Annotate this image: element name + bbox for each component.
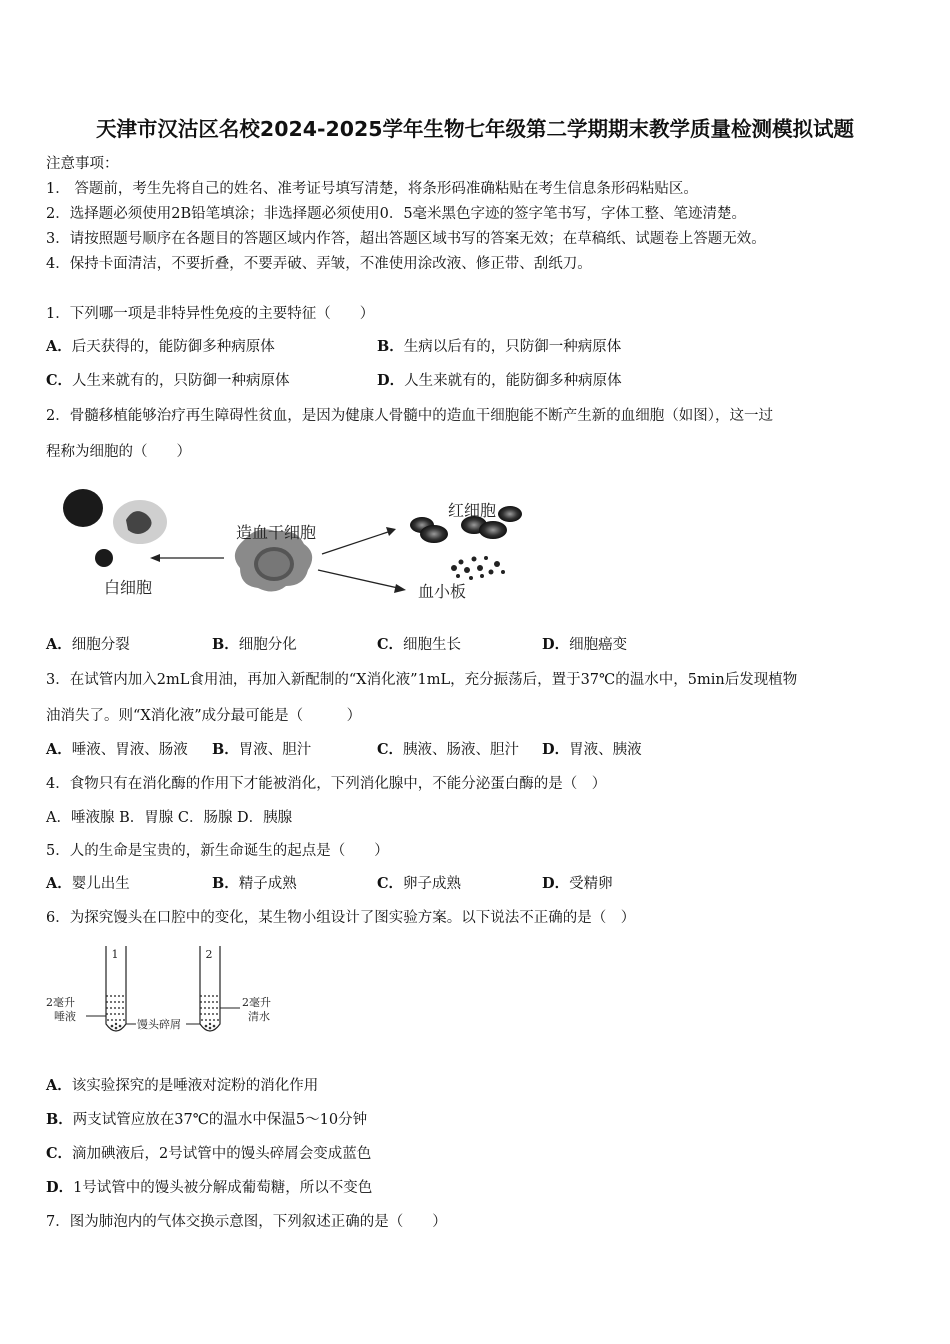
q5-option-c-key: C．	[377, 875, 404, 892]
q1-option-d-text: 人生来就有的，能防御多种病原体	[404, 373, 622, 389]
q6-stem: 6．为探究馒头在口腔中的变化，某生物小组设计了图实验方案。以下说法不正确的是（ ）	[46, 910, 636, 926]
q6-option-c-key: C．	[46, 1145, 73, 1162]
q1-option-c	[46, 369, 290, 390]
left-label-volume: 2毫升	[46, 996, 75, 1009]
q5-option-d-key: D．	[542, 875, 570, 892]
q2-stem-line2: 程称为细胞的（ ）	[46, 444, 191, 460]
q3-option-a	[46, 738, 188, 759]
label-red-cell: 红细胞	[448, 501, 497, 520]
q3-stem-line2: 油消失了。则“X消化液”成分最可能是（ ）	[46, 708, 362, 724]
q2-option-b	[212, 633, 297, 654]
q3-option-c	[377, 738, 519, 759]
page-title: 天津市汉沽区名校2024-2025学年生物七年级第二学期期末教学质量检测模拟试题	[95, 117, 855, 141]
q5-option-b-key: B．	[212, 875, 239, 892]
q2-option-d-text: 细胞癌变	[569, 637, 628, 653]
q1-option-b	[377, 335, 621, 356]
q3-option-d	[542, 738, 642, 759]
tube-2-number: 2	[205, 948, 213, 961]
q1-option-a-text: 后天获得的，能防御多种病原体	[71, 339, 275, 355]
q1-option-a	[46, 335, 275, 356]
right-label-volume: 2毫升	[242, 996, 271, 1009]
q6-option-d	[46, 1176, 372, 1197]
q2-option-a-text: 细胞分裂	[71, 637, 130, 653]
q5-option-d	[542, 872, 613, 893]
left-label-saliva: 唾液	[54, 1010, 76, 1023]
notice-item-4: 4．保持卡面清洁，不要折叠，不要弄破、弄皱，不准使用涂改液、修正带、刮纸刀。	[46, 256, 592, 272]
q6-option-c-text: 滴加碘液后，2号试管中的馒头碎屑会变成蓝色	[72, 1146, 372, 1162]
q2-option-b-key: B．	[212, 636, 239, 653]
q3-option-c-text: 胰液、肠液、胆汁	[403, 742, 520, 758]
q5-stem: 5．人的生命是宝贵的，新生命诞生的起点是（ ）	[46, 843, 389, 859]
q3-option-b-text: 胃液、胆汁	[238, 742, 312, 758]
q5-option-c-text: 卵子成熟	[403, 876, 462, 892]
q6-option-a	[46, 1074, 318, 1095]
q3-option-c-key: C．	[377, 741, 404, 758]
q3-option-b	[212, 738, 311, 759]
label-stem-cell: 造血干细胞	[236, 523, 317, 542]
q5-option-a-text: 婴儿出生	[71, 876, 130, 892]
label-white-cell: 白细胞	[104, 578, 153, 597]
q3-option-b-key: B．	[212, 741, 239, 758]
q1-option-b-text: 生病以后有的，只防御一种病原体	[403, 339, 622, 355]
q5-option-b-text: 精子成熟	[238, 876, 297, 892]
q6-option-b-key: B．	[46, 1111, 73, 1128]
right-label-water: 清水	[248, 1010, 270, 1023]
white-blood-cells	[63, 489, 167, 567]
q4-options: A．唾液腺 B．胃腺 C．肠腺 D．胰腺	[46, 810, 293, 826]
q2-stem-line1: 2．骨髓移植能够治疗再生障碍性贫血，是因为健康人骨髓中的造血干细胞能不断产生新的血细胞（如图），这一过	[46, 408, 773, 424]
q5-option-a-key: A．	[46, 875, 72, 892]
q2-option-d	[542, 633, 627, 654]
notice-item-2: 2．选择题必须使用2B铅笔填涂；非选择题必须使用0．5毫米黑色字迹的签字笔书写，字体工整、笔迹清楚。	[46, 206, 747, 222]
q5-option-c	[377, 872, 461, 893]
q1-option-c-key: C．	[46, 372, 73, 389]
tube-1-number: 1	[111, 948, 119, 961]
blood-cell-diagram	[56, 480, 536, 610]
test-tube-diagram	[44, 940, 294, 1040]
q2-option-b-text: 细胞分化	[238, 637, 297, 653]
q1-stem: 1．下列哪一项是非特异性免疫的主要特征（ ）	[46, 306, 375, 322]
q2-option-a	[46, 633, 130, 654]
notice-item-3: 3．请按照题号顺序在各题目的答题区域内作答，超出答题区域书写的答案无效；在草稿纸、试题卷上答题无效。	[46, 231, 766, 247]
q3-option-a-key: A．	[46, 741, 72, 758]
q3-option-d-key: D．	[542, 741, 570, 758]
q1-option-d-key: D．	[377, 372, 405, 389]
q2-option-c-text: 细胞生长	[403, 637, 462, 653]
q1-option-b-key: B．	[377, 338, 404, 355]
notice-item-1: 1． 答题前，考生先将自己的姓名、准考证号填写清楚，将条形码准确粘贴在考生信息条形码粘贴区。	[46, 181, 698, 197]
q2-option-c	[377, 633, 461, 654]
q7-stem: 7．图为肺泡内的气体交换示意图，下列叙述正确的是（ ）	[46, 1214, 447, 1230]
platelets	[451, 556, 505, 580]
q4-stem: 4．食物只有在消化酶的作用下才能被消化，下列消化腺中，不能分泌蛋白酶的是（ ）	[46, 776, 607, 792]
q3-option-d-text: 胃液、胰液	[569, 742, 642, 758]
notice-heading: 注意事项：	[46, 156, 119, 172]
q3-option-a-text: 唾液、胃液、肠液	[71, 742, 188, 758]
q2-option-d-key: D．	[542, 636, 570, 653]
q6-option-a-text: 该实验探究的是唾液对淀粉的消化作用	[71, 1078, 319, 1094]
q2-option-a-key: A．	[46, 636, 72, 653]
q2-option-c-key: C．	[377, 636, 404, 653]
q6-option-d-text: 1号试管中的馒头被分解成葡萄糖，所以不变色	[73, 1180, 373, 1196]
q6-option-a-key: A．	[46, 1077, 72, 1094]
q1-option-d	[377, 369, 622, 390]
q1-option-a-key: A．	[46, 338, 72, 355]
q5-option-d-text: 受精卵	[569, 876, 613, 892]
middle-label-crumbs: 馒头碎屑	[137, 1018, 181, 1031]
q3-stem-line1: 3．在试管内加入2mL食用油，再加入新配制的“X消化液”1mL，充分振荡后，置于37℃的温水中，5min后发现植物	[46, 672, 798, 688]
q6-option-c	[46, 1142, 371, 1163]
q6-option-b	[46, 1108, 367, 1129]
q5-option-a	[46, 872, 130, 893]
label-platelet: 血小板	[418, 582, 467, 601]
q1-option-c-text: 人生来就有的，只防御一种病原体	[72, 373, 290, 389]
q6-option-d-key: D．	[46, 1179, 74, 1196]
q5-option-b	[212, 872, 297, 893]
q6-option-b-text: 两支试管应放在37℃的温水中保温5～10分钟	[72, 1112, 368, 1128]
